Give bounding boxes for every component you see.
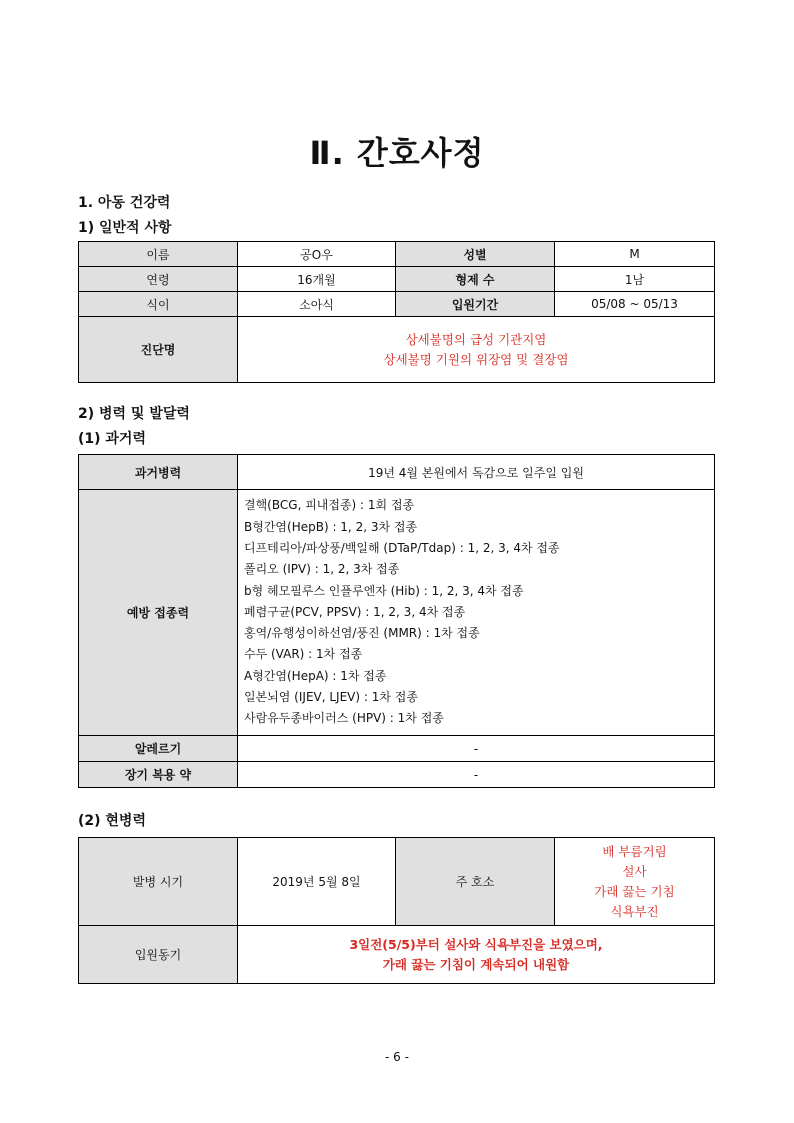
siblings-label: 형제 수 (396, 267, 555, 292)
age-value: 16개월 (238, 267, 396, 292)
admission-reason-label: 입원동기 (79, 926, 238, 984)
present-illness-table (78, 837, 715, 984)
siblings-value: 1남 (555, 267, 715, 292)
long-term-medication-value: - (238, 762, 715, 788)
admission-period-label: 입원기간 (396, 292, 555, 317)
vaccination-item: 폐렴구균(PCV, PPSV) : 1, 2, 3, 4차 접종 (244, 604, 466, 619)
vaccination-item: 디프테리아/파상풍/백일해 (DTaP/Tdap) : 1, 2, 3, 4차 접종 (244, 540, 560, 555)
diagnosis-line: 상세불명의 급성 기관지염 (405, 331, 547, 347)
page-number: - 6 - (385, 1050, 409, 1064)
admission-period-value: 05/08 ~ 05/13 (555, 292, 715, 317)
vaccination-list (238, 490, 715, 736)
diagnosis-line: 상세불명 기원의 위장염 및 결장염 (383, 351, 569, 367)
name-label: 이름 (79, 242, 238, 267)
complaint-item: 가래 끓는 기침 (594, 883, 675, 899)
section-heading-history-development: 2) 병력 및 발달력 (78, 406, 190, 422)
vaccination-item: B형간염(HepB) : 1, 2, 3차 접종 (244, 519, 418, 534)
name-value: 공O우 (238, 242, 396, 267)
complaint-item: 배 부름거림 (602, 843, 667, 859)
section-heading-child-health-history: 1. 아동 건강력 (78, 195, 171, 211)
page-title: Ⅱ. 간호사정 (309, 134, 485, 172)
section-heading-general: 1) 일반적 사항 (78, 220, 172, 236)
allergy-label: 알레르기 (79, 736, 238, 762)
vaccination-item: 홍역/유행성이하선염/풍진 (MMR) : 1차 접종 (244, 626, 480, 641)
diet-value: 소아식 (238, 292, 396, 317)
chief-complaint-value (555, 838, 715, 926)
admission-reason-line: 가래 끓는 기침이 계속되어 내원함 (382, 956, 570, 972)
diagnosis-value (238, 317, 715, 383)
admission-reason-value (238, 926, 715, 984)
diet-label: 식이 (79, 292, 238, 317)
general-info-table (78, 241, 715, 383)
complaint-item: 설사 (622, 863, 647, 879)
vaccination-item: 결핵(BCG, 피내접종) : 1회 접종 (244, 498, 415, 513)
section-heading-present-illness: (2) 현병력 (78, 813, 146, 829)
age-label: 연령 (79, 267, 238, 292)
onset-label: 발병 시기 (79, 838, 238, 926)
section-heading-past-history: (1) 과거력 (78, 431, 146, 447)
past-illness-value: 19년 4월 본원에서 독감으로 일주일 입원 (238, 455, 715, 490)
allergy-value: - (238, 736, 715, 762)
sex-value: M (555, 242, 715, 267)
diagnosis-label: 진단명 (79, 317, 238, 383)
vaccination-item: b형 헤모필루스 인플루엔자 (Hib) : 1, 2, 3, 4차 접종 (244, 583, 524, 598)
vaccination-item: 수두 (VAR) : 1차 접종 (244, 647, 363, 662)
sex-label: 성별 (396, 242, 555, 267)
complaint-item: 식욕부진 (610, 903, 659, 919)
past-history-table (78, 454, 715, 788)
vaccination-item: A형간염(HepA) : 1차 접종 (244, 668, 387, 683)
vaccination-item: 일본뇌염 (IJEV, LJEV) : 1차 접종 (244, 690, 418, 705)
chief-complaint-label: 주 호소 (396, 838, 555, 926)
vaccination-item: 사람유두종바이러스 (HPV) : 1차 접종 (244, 711, 444, 726)
vaccination-item: 폴리오 (IPV) : 1, 2, 3차 접종 (244, 562, 400, 577)
past-illness-label: 과거병력 (79, 455, 238, 490)
vaccination-label: 예방 접종력 (79, 490, 238, 736)
long-term-medication-label: 장기 복용 약 (79, 762, 238, 788)
onset-value: 2019년 5월 8일 (238, 838, 396, 926)
admission-reason-line: 3일전(5/5)부터 설사와 식욕부진을 보였으며, (349, 936, 603, 952)
